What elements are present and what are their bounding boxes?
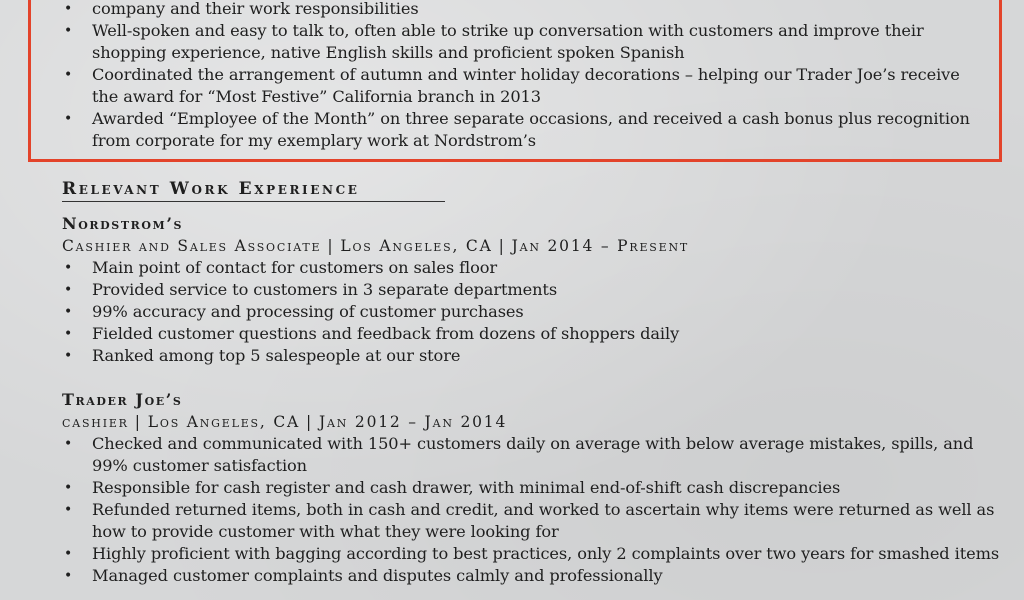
separator: |: [134, 413, 142, 431]
job-entry-nordstroms: [62, 213, 1002, 367]
job-title: Cashier and Sales Associate: [62, 237, 322, 255]
job-entry-trader-joes: [62, 389, 1002, 587]
list-item: • company and their work responsibilities: [62, 0, 987, 20]
list-item: • Well-spoken and easy to talk to, often able to strike up conversation with customers and improve their shopping experience, native English skills and proficient spoken Spanish: [62, 20, 987, 64]
list-item: • Main point of contact for customers on sales floor: [62, 257, 1002, 279]
job-location: Los Angeles, CA: [147, 413, 300, 431]
company-name: Nordstrom’s: [62, 214, 184, 233]
company-name: Trader Joe’s: [62, 390, 183, 409]
list-item: • Responsible for cash register and cash drawer, with minimal end-of-shift cash discrepancies: [62, 477, 1002, 499]
list-item: • Coordinated the arrangement of autumn and winter holiday decorations – helping our Trader Joe’s receive the award for “Most Festive” California branch in 2013: [62, 64, 987, 108]
list-item: • Awarded “Employee of the Month” on three separate occasions, and received a cash bonus plus recognition from corporate for my exemplary work at Nordstrom’s: [62, 108, 987, 152]
highlighted-bullet-list: [62, 0, 987, 152]
list-item: • Highly proficient with bagging according to best practices, only 2 complaints over two years for smashed items: [62, 543, 1002, 565]
job-bullet-list: [62, 433, 1002, 587]
job-location: Los Angeles, CA: [340, 237, 493, 255]
job-role-line: [62, 411, 1002, 433]
separator: |: [327, 237, 335, 255]
list-item: • Ranked among top 5 salespeople at our store: [62, 345, 1002, 367]
job-title: cashier: [62, 413, 129, 431]
list-item: • Checked and communicated with 150+ customers daily on average with below average mistakes, spills, and 99% customer satisfaction: [62, 433, 1002, 477]
section-heading: Relevant Work Experience: [62, 178, 445, 202]
job-dates: Jan 2014 – Present: [511, 237, 690, 255]
list-item: • Managed customer complaints and disputes calmly and professionally: [62, 565, 1002, 587]
separator: |: [305, 413, 313, 431]
list-item: • Fielded customer questions and feedback from dozens of shoppers daily: [62, 323, 1002, 345]
list-item: • Provided service to customers in 3 separate departments: [62, 279, 1002, 301]
list-item: • Refunded returned items, both in cash and credit, and worked to ascertain why items were returned as well as how to provide customer with what they were looking for: [62, 499, 1002, 543]
job-role-line: [62, 235, 1002, 257]
separator: |: [498, 237, 506, 255]
list-item: • 99% accuracy and processing of customer purchases: [62, 301, 1002, 323]
job-bullet-list: [62, 257, 1002, 367]
job-dates: Jan 2012 – Jan 2014: [319, 413, 508, 431]
